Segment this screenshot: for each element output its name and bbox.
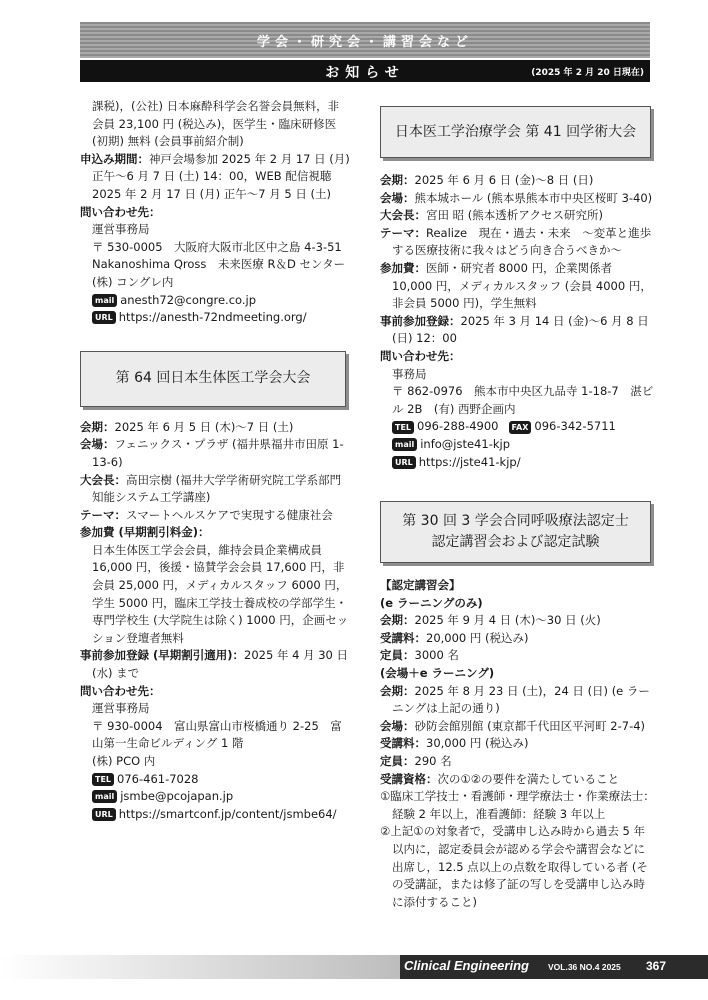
section-bar: [80, 60, 650, 82]
url-icon: URL: [392, 456, 416, 469]
category-label: 学会・研究会・講習会など: [256, 34, 473, 50]
fee-text: 日本生体医工学会会員，維持会員企業構成員 16,000 円，後援・協賛学会会員 17,600 円，非会員 25,000 円，メディカルスタッフ 6000 円，学生 5000 円，臨床工学技士養成校の学部学生・専門学校生 (大学院生は除く) 1000 円，企画セッション登壇者無料: [92, 542, 349, 645]
contact-tel-fax: [380, 418, 655, 436]
inquiry-label: 問い合わせ先：: [380, 348, 461, 363]
event-theme: テーマ：スマートヘルスケアで実現する健康社会: [80, 507, 333, 522]
inquiry-line: 〒 530-0005 大阪府大阪市北区中之島 4-3-51 Nakanoshima Qross 未来医療 R＆D センター (株) コングレ内: [92, 239, 346, 289]
inquiry-label: 問い合わせ先：: [80, 204, 161, 219]
inquiry-line: 〒 862-0976 熊本市中央区九品寺 1-18-7 湛ビル 2B (有) 西野企画内: [392, 384, 654, 416]
contact-mail: [80, 292, 350, 310]
event-title-box: [380, 106, 651, 158]
event-title: 日本医工学治療学会 第 41 回学術大会: [394, 123, 637, 140]
apply-label: 申込み期間：: [80, 151, 149, 166]
inquiry-line: 運営事務局: [92, 701, 150, 716]
journal-brand: Clinical Engineering: [404, 958, 529, 973]
fax-number: 096-342-5711: [534, 419, 616, 434]
phone-icon: TEL: [92, 773, 114, 786]
event-venue: 会場：フェニックス・プラザ (福井県福井市田原 1-13-6): [80, 437, 344, 469]
event-fee: 参加費：医師・研究者 8000 円，企業関係者 10,000 円，メディカルスタッフ (会員 4000 円，非会員 5000 円)，学生無料: [380, 260, 652, 311]
event-title-line2: 認定講習会および認定試験: [431, 534, 600, 551]
inquiry-label: 問い合わせ先：: [80, 683, 161, 698]
section-heading: 【認定講習会】: [380, 578, 461, 593]
journal-volume: VOL.36 NO.4 2025: [548, 962, 621, 972]
url-link[interactable]: https://anesth-72ndmeeting.org/: [118, 310, 307, 325]
subsection-heading: (会場＋e ラーニング): [380, 666, 495, 681]
eligibility-item-1: ①臨床工学技士・看護師・理学療法士・作業療法士：経験 2 年以上，准看護師：経験 3 年以上: [380, 789, 655, 821]
apply-value: 神戸会場参加 2025 年 2 月 17 日 (月) 正午〜6 月 7 日 (土) 14：00，WEB 配信視聴 2025 年 2 月 17 日 (月) 正午〜7 月 5 日 (土): [92, 151, 350, 201]
category-banner: [80, 22, 650, 58]
contact-url: [80, 806, 350, 824]
page-number: 367: [646, 959, 667, 973]
registration: 事前参加登録：2025 年 3 月 14 日 (金)〜6 月 8 日 (日) 12：00: [380, 313, 649, 346]
registration: 事前参加登録 (早期割引適用)：2025 年 4 月 30 日 (水) まで: [80, 648, 349, 681]
inquiry-line: (株) PCO 内: [92, 754, 156, 768]
inquiry-line: 運営事務局: [92, 222, 150, 237]
course-fee: 受講料：20,000 円 (税込み): [380, 630, 529, 645]
event-title-box: [380, 501, 651, 563]
as-of-date: (2025 年 2 月 20 日現在): [531, 68, 644, 78]
contact-mail: [80, 788, 350, 806]
mail-address[interactable]: info@jste41-kjp: [420, 436, 510, 451]
event-theme: テーマ：Realize 現在・過去・未来 〜変革と進歩する医療技術に我々はどう向き合うべきか〜: [380, 225, 652, 258]
contact-mail: [380, 436, 655, 454]
apply-period: [80, 151, 350, 204]
course-period: 会期：2025 年 9 月 4 日 (木)〜30 日 (火): [380, 613, 601, 628]
mail-icon: mail: [92, 790, 117, 803]
event-title-box: [80, 351, 346, 407]
fee-label: 参加費 (早期割引料金)：: [80, 525, 210, 540]
event-period: 会期：2025 年 6 月 6 日 (金)〜8 日 (日): [380, 173, 594, 187]
course-fee: 受講料：30,000 円 (税込み): [380, 736, 529, 751]
subsection-heading: (e ラーニングのみ): [380, 595, 483, 610]
eligibility: 受講資格：次の①②の要件を満たしていること: [380, 771, 620, 786]
event-chair: 大会長：宮田 昭 (熊本透析アクセス研究所): [380, 208, 603, 223]
footer-gradient: [0, 955, 400, 979]
mail-address[interactable]: jsmbe@pcojapan.jp: [120, 789, 234, 804]
tel-number: 096-288-4900: [417, 419, 499, 434]
course-period: 会期：2025 年 8 月 23 日 (土)，24 日 (日) (e ラーニングは上記の通り): [380, 683, 650, 716]
inquiry-line: 〒 930-0004 富山県富山市桜橋通り 2-25 富山第一生命ビルディング 1 階: [92, 718, 342, 751]
contact-url: [80, 309, 350, 327]
eligibility-item-2: ②上記①の対象者で，受講申し込み時から過去 5 年以内に，認定委員会が認める学会や講習会などに出席し，12.5 点以上の点数を取得している者 (その受講証，または修了証の写しを受講申し込み時に添付すること): [380, 824, 648, 909]
mail-address[interactable]: anesth72@congre.co.jp: [120, 292, 257, 307]
continued-fee-text: 課税)，(公社) 日本麻酔科学会名誉会員無料，非会員 23,100 円 (税込み)，医学生・臨床研修医 (初期) 無料 (会員事前紹介制): [92, 99, 340, 149]
left-column: [80, 98, 350, 823]
url-icon: URL: [92, 808, 116, 821]
course-venue: 会場：砂防会館別館 (東京都千代田区平河町 2-7-4): [380, 718, 646, 733]
section-title: お知らせ: [325, 65, 405, 81]
phone-icon: TEL: [392, 421, 414, 434]
contact-url: [380, 454, 655, 472]
right-column: [380, 98, 655, 911]
url-link[interactable]: https://jste41-kjp/: [418, 454, 521, 469]
url-icon: URL: [92, 311, 116, 324]
event-title: 第 64 回日本生体医工学会大会: [115, 370, 311, 387]
inquiry-line: 事務局: [392, 366, 427, 381]
course-capacity: 定員：290 名: [380, 754, 452, 769]
event-period: 会期：2025 年 6 月 5 日 (木)〜7 日 (土): [80, 419, 294, 434]
mail-icon: mail: [92, 294, 117, 307]
fax-icon: FAX: [509, 421, 532, 434]
event-chair: 大会長：高田宗樹 (福井大学学術研究院工学系部門知能システム工学講座): [80, 472, 342, 505]
course-capacity: 定員：3000 名: [380, 648, 459, 663]
mail-icon: mail: [392, 438, 417, 451]
event-venue: 会場：熊本城ホール (熊本県熊本市中央区桜町 3-40): [380, 190, 653, 205]
event-title-line1: 第 30 回 3 学会合同呼吸療法認定士: [402, 513, 629, 530]
url-link[interactable]: https://smartconf.jp/content/jsmbe64/: [118, 806, 337, 821]
contact-tel: [80, 771, 350, 789]
tel-number: 076-461-7028: [117, 771, 199, 786]
page-footer: [0, 955, 708, 979]
